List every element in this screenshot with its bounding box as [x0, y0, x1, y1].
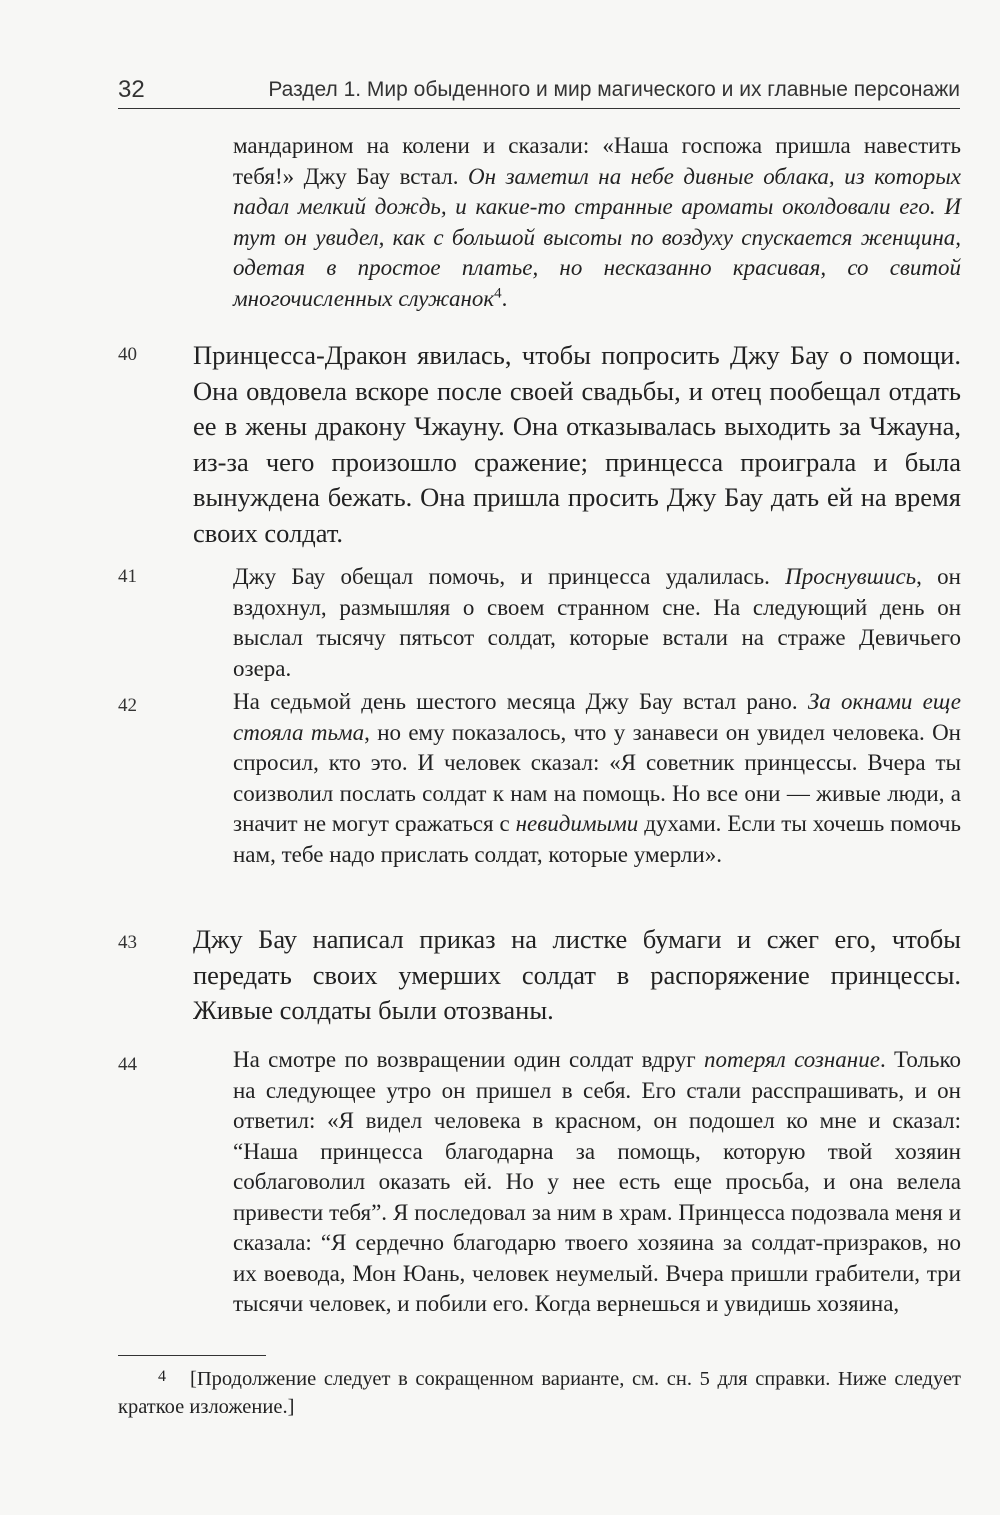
footnote: [118, 1363, 961, 1421]
paragraph-number-41: 41: [118, 566, 137, 587]
intro-text-end: .: [501, 285, 508, 311]
p42-text-2: , но ему показалось, что у занавеси он увидел человека. Он спросил, кто это. И человек сказал: «Я советник принцессы. Вчера ты соизволил послать солдат к нам на помощь. Но все они — живые люди, а значит не могут сражаться с: [233, 719, 961, 836]
footnote-mark: 4: [158, 1368, 166, 1385]
p44-text-2: . Только на следующее утро он пришел в себя. Его стали расспрашивать, и он ответил: «Я видел человека в красном, он подошел ко мне и сказал: “Наша принцесса благодарна за помощь, которую твой хозяин соблаговолил оказать ей. Но у нее есть еще просьба, и она велела привести тебя”. Я последовал за ним в храм. Принцесса подозвала меня и сказала: “Я сердечно благодарю твоего хозяина за солдат-призраков, но их воевода, Мон Юань, человек неумелый. Вчера пришли грабители, три тысячи человек, и побили его. Когда вернешься и увидишь хозяина,: [233, 1047, 961, 1316]
intro-paragraph: [233, 131, 961, 314]
paragraph-number-44: 44: [118, 1054, 137, 1075]
p44-italic-text: потерял сознание: [704, 1047, 880, 1072]
paragraph-number-40: 40: [118, 344, 137, 365]
footnote-text: [Продолжение следует в сокращенном варианте, см. сн. 5 для справки. Ниже следует краткое изложение.]: [118, 1368, 961, 1418]
paragraph-number-43: 43: [118, 932, 137, 953]
p42-italic-text-2: невидимыми: [515, 811, 639, 836]
paragraph-40: Принцесса-Дракон явилась, чтобы попросить Джу Бау о помощи. Она овдовела вскоре после своей свадьбы, и отец пообещал отдать ее в жены дракону Чжауну. Она отказывалась выходить за Чжауна, из-за чего произошло сражение; принцесса проиграла и была вынуждена бежать. Она пришла просить Джу Бау дать ей на время своих солдат.: [193, 340, 961, 548]
p41-text-2: , он вздохнул, размышляя о своем странном сне. На следующий день он выслал тысячу пятьсот солдат, которые встали на страже Девичьего озера.: [233, 564, 961, 681]
p42-text-1: На седьмой день шестого месяца Джу Бау встал рано.: [233, 689, 808, 714]
p42-text-3: духами. Если ты хочешь помочь нам, тебе надо прислать солдат, которые умерли».: [233, 811, 961, 867]
footnote-rule: [118, 1355, 266, 1356]
p44-text-1: На смотре по возвращении один солдат вдруг: [233, 1047, 705, 1072]
page-number: 32: [118, 76, 145, 103]
page-header: [118, 72, 960, 109]
running-title: Раздел 1. Мир обыденного и мир магического и их главные персонажи: [268, 78, 960, 101]
intro-text-1: мандарином на колени и сказали: «Наша госпожа пришла навестить тебя!» Джу Бау встал.: [233, 133, 961, 189]
paragraph-44: [233, 1045, 961, 1320]
footnote-reference: 4: [494, 284, 502, 301]
paragraph-42: [233, 687, 961, 870]
p42-italic-text-1: За окнами еще стояла тьма: [233, 689, 961, 745]
paragraph-41: [233, 562, 961, 684]
p41-italic-text: Проснувшись: [785, 564, 917, 589]
paragraph-number-42: 42: [118, 695, 137, 716]
paragraph-43: Джу Бау написал приказ на листке бумаги и сжег его, чтобы передать своих умерших солдат в распоряжение принцессы. Живые солдаты были отозваны.: [193, 924, 961, 1025]
intro-italic-text: Он заметил на небе дивные облака, из которых падал мелкий дождь, и какие-то странные ароматы околдовали его. И тут он увидел, как с большой высоты по воздуху спускается женщина, одетая в простое платье, но несказанно красивая, со свитой многочисленных служанок: [233, 163, 962, 311]
p41-text-1: Джу Бау обещал помочь, и принцесса удалилась.: [233, 564, 786, 589]
